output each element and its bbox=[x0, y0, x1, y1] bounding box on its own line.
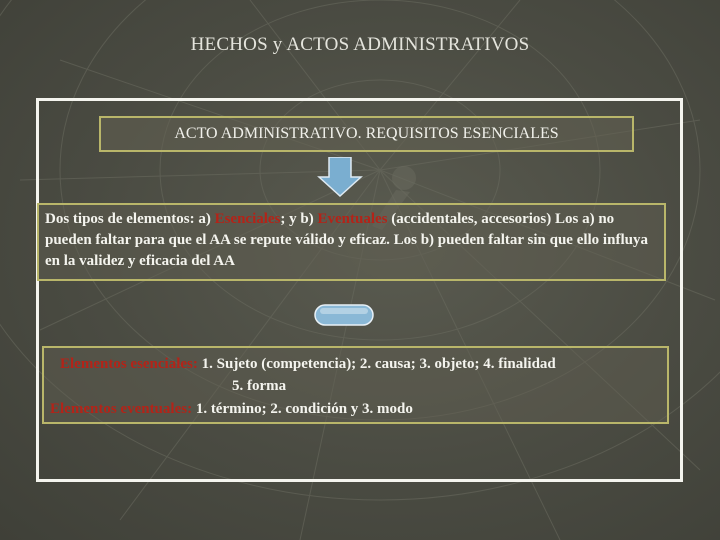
eventuales-text: 1. término; 2. condición y 3. modo bbox=[192, 401, 413, 417]
requisitos-label: ACTO ADMINISTRATIVO. REQUISITOS ESENCIALES bbox=[174, 125, 559, 142]
content-frame bbox=[36, 98, 683, 482]
tipos-a-term: Esenciales bbox=[214, 211, 281, 227]
elementos-box bbox=[42, 346, 669, 424]
arrow-down-icon bbox=[317, 157, 363, 197]
elementos-eventuales-line bbox=[50, 399, 413, 420]
tipos-b-term: Eventuales bbox=[317, 211, 388, 227]
tipos-box bbox=[37, 203, 666, 281]
eventuales-label: Elementos eventuales: bbox=[50, 401, 193, 417]
tipos-suffix: (accidentales, accesorios) Los a) no pueden faltar para que el AA se repute válido y eficaz. Los b) pueden faltar sin que ello influya en la validez y eficacia del AA bbox=[45, 211, 648, 269]
esenciales-label: Elementos esenciales: bbox=[60, 356, 198, 372]
requisitos-box bbox=[99, 116, 634, 152]
tipos-prefix: Dos tipos de elementos: a) bbox=[45, 211, 215, 227]
elementos-esenciales-line bbox=[60, 354, 556, 375]
tipos-middle: ; y b) bbox=[280, 211, 318, 227]
pill-connector-icon bbox=[314, 303, 374, 327]
esenciales-text: 1. Sujeto (competencia); 2. causa; 3. objeto; 4. finalidad bbox=[197, 356, 556, 372]
slide-title: HECHOS y ACTOS ADMINISTRATIVOS bbox=[190, 34, 530, 55]
elementos-esenciales-cont: 5. forma bbox=[232, 378, 287, 394]
